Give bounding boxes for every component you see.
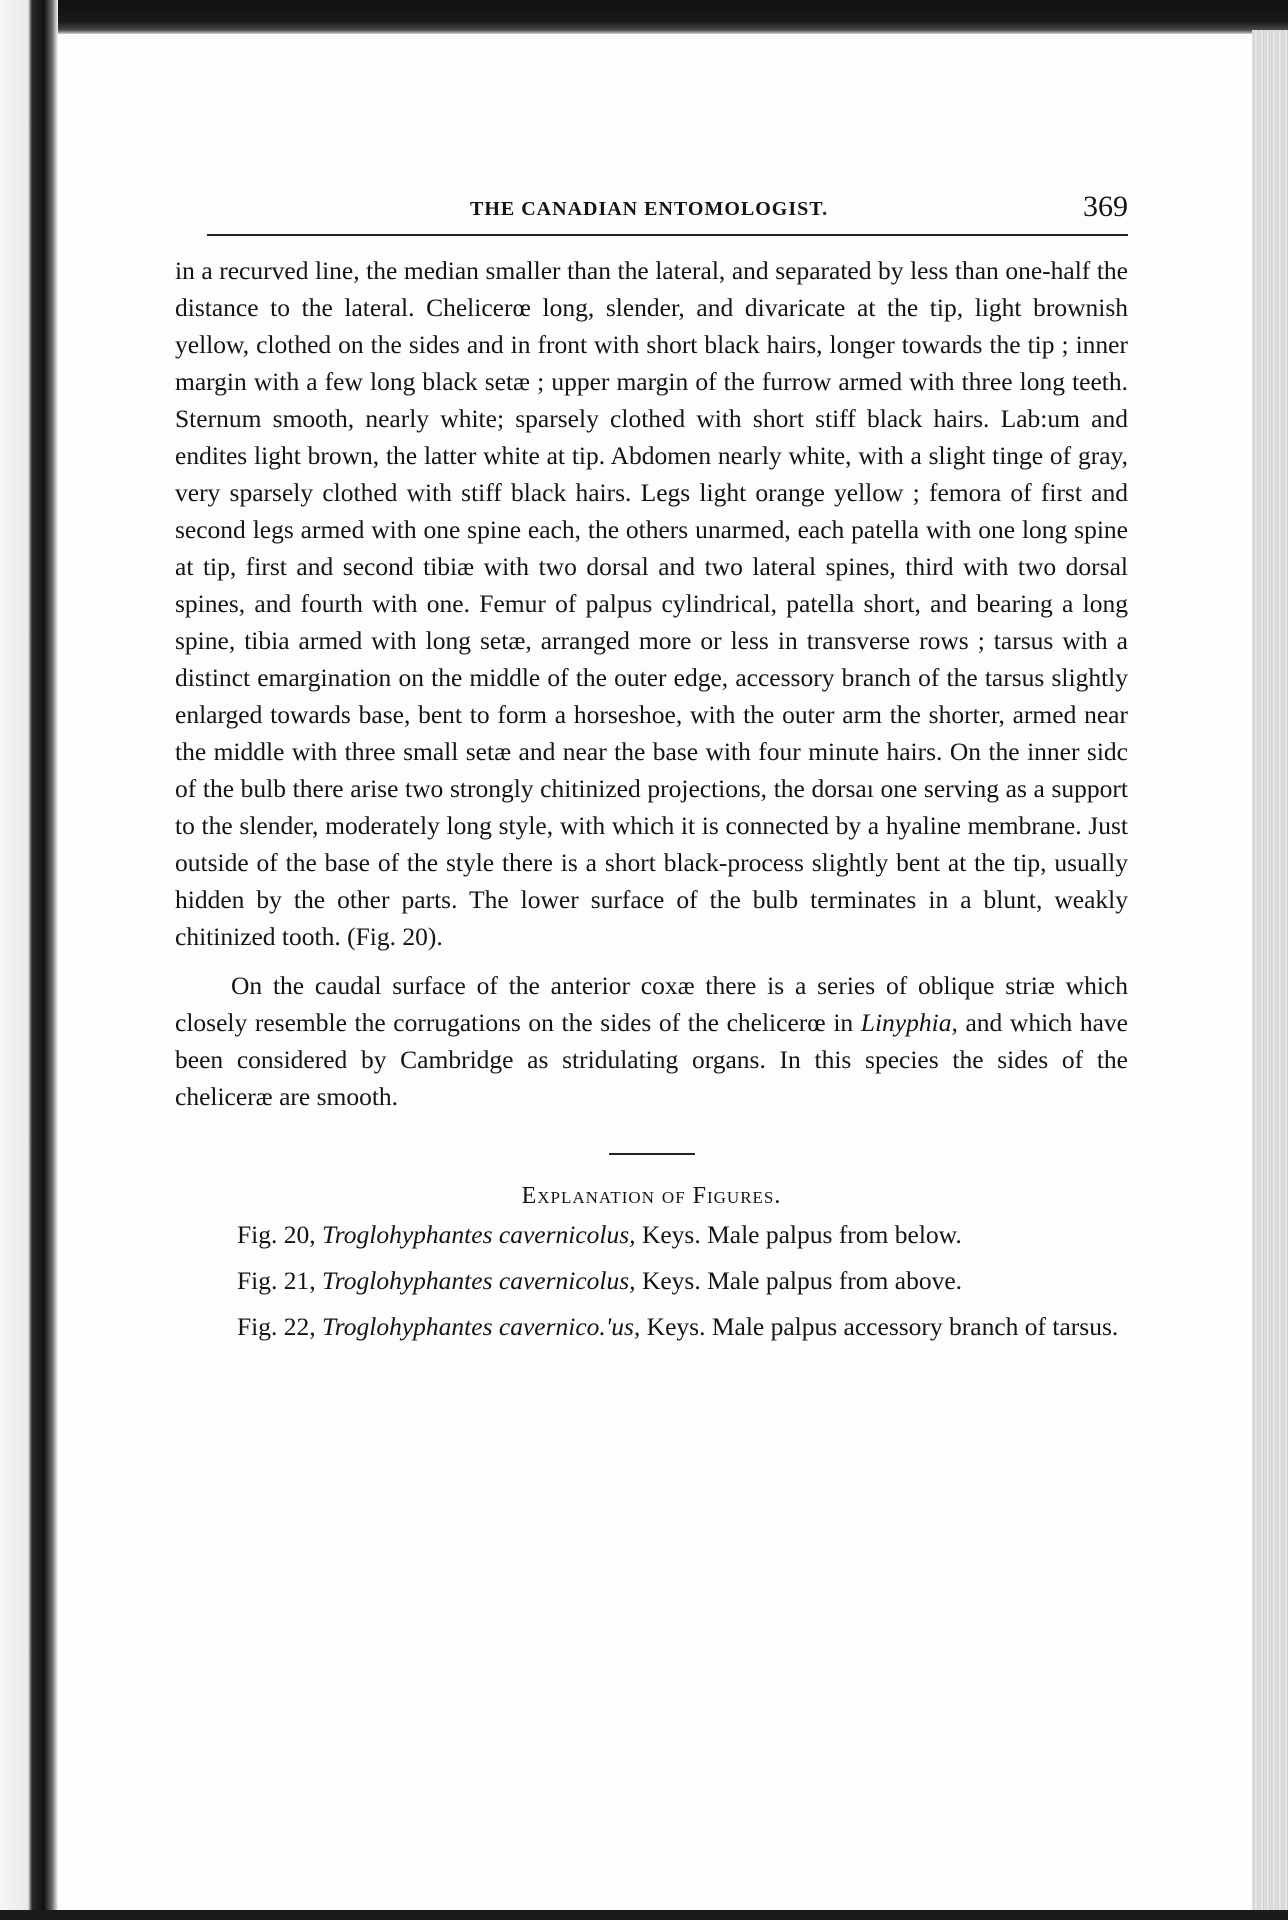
genus-name: Linyphia, bbox=[860, 1008, 958, 1037]
scan-top-shadow bbox=[0, 0, 1288, 34]
figure-label: Fig. 21, bbox=[237, 1266, 316, 1295]
running-header bbox=[175, 190, 1128, 240]
page-content bbox=[175, 190, 1128, 1356]
body-text bbox=[175, 252, 1128, 1115]
page-edges bbox=[1252, 30, 1288, 1920]
figure-caption: Keys. Male palpus accessory branch of tarsus. bbox=[640, 1312, 1119, 1341]
paragraph-coxae-text-1: On the caudal surface of the anterior coxæ there is a series of oblique striæ which closely resemble the corrugations on the sides of the chelicerœ in bbox=[175, 971, 1128, 1037]
paragraph-coxae bbox=[175, 967, 1128, 1115]
paragraph-coxae-text-2: and which have been considered by Cambridge as stridulating organs. In this species the sides of the cheliceræ are smooth. bbox=[175, 1008, 1128, 1111]
figure-caption: Keys. Male palpus from below. bbox=[635, 1220, 962, 1249]
species-name: Troglohyphantes cavernicolus, bbox=[322, 1220, 636, 1249]
running-title: THE CANADIAN ENTOMOLOGIST. bbox=[470, 198, 829, 220]
figure-entry bbox=[175, 1310, 1128, 1344]
book-gutter bbox=[0, 0, 58, 1920]
scan-bottom-shadow bbox=[0, 1910, 1288, 1920]
species-name: Troglohyphantes cavernico.'us, bbox=[322, 1312, 641, 1341]
figure-entry bbox=[175, 1264, 1128, 1298]
species-name: Troglohyphantes cavernicolus, bbox=[322, 1266, 636, 1295]
header-rule bbox=[207, 234, 1128, 236]
figures-heading: Explanation of Figures. bbox=[521, 1183, 782, 1209]
section-divider bbox=[609, 1153, 695, 1155]
paragraph-description: in a recurved line, the median smaller than the lateral, and separated by less than one-half the distance to the lateral. Chelicerœ long, slender, and divaricate at the tip, light brownish yellow, clothed on the sides and in front with short black hairs, longer towards the tip ; inner margin with a few long black setæ ; upper margin of the furrow armed with three long teeth. Sternum smooth, nearly white; sparsely clothed with short stiff black hairs. Lab:um and endites light brown, the latter white at tip. Abdomen nearly white, with a slight tinge of gray, very sparsely clothed with stiff black hairs. Legs light orange yellow ; femora of first and second legs armed with one spine each, the others unarmed, each patella with one long spine at tip, first and second tibiæ with two dorsal and two lateral spines, third with two dorsal spines, and fourth with one. Femur of palpus cylindrical, patella short, and bearing a long spine, tibia armed with long setæ, arranged more or less in transverse rows ; tarsus with a distinct emargination on the middle of the outer edge, accessory branch of the tarsus slightly enlarged towards base, bent to form a horseshoe, with the outer arm the shorter, armed near the middle with three small setæ and near the base with four minute hairs. On the inner sidc of the bulb there arise two strongly chitinized projections, the dorsaı one serving as a support to the slender, moderately long style, with which it is connected by a hyaline membrane. Just outside of the base of the style there is a short black-process slightly bent at the tip, usually hidden by the other parts. The lower surface of the bulb terminates in a blunt, weakly chitinized tooth. (Fig. 20). bbox=[175, 256, 1128, 951]
figure-entry bbox=[175, 1218, 1128, 1252]
figure-caption: Keys. Male palpus from above. bbox=[635, 1266, 963, 1295]
figure-explanations bbox=[175, 1218, 1128, 1344]
page-number: 369 bbox=[1083, 190, 1128, 223]
figure-label: Fig. 22, bbox=[237, 1312, 316, 1341]
figure-label: Fig. 20, bbox=[237, 1220, 316, 1249]
